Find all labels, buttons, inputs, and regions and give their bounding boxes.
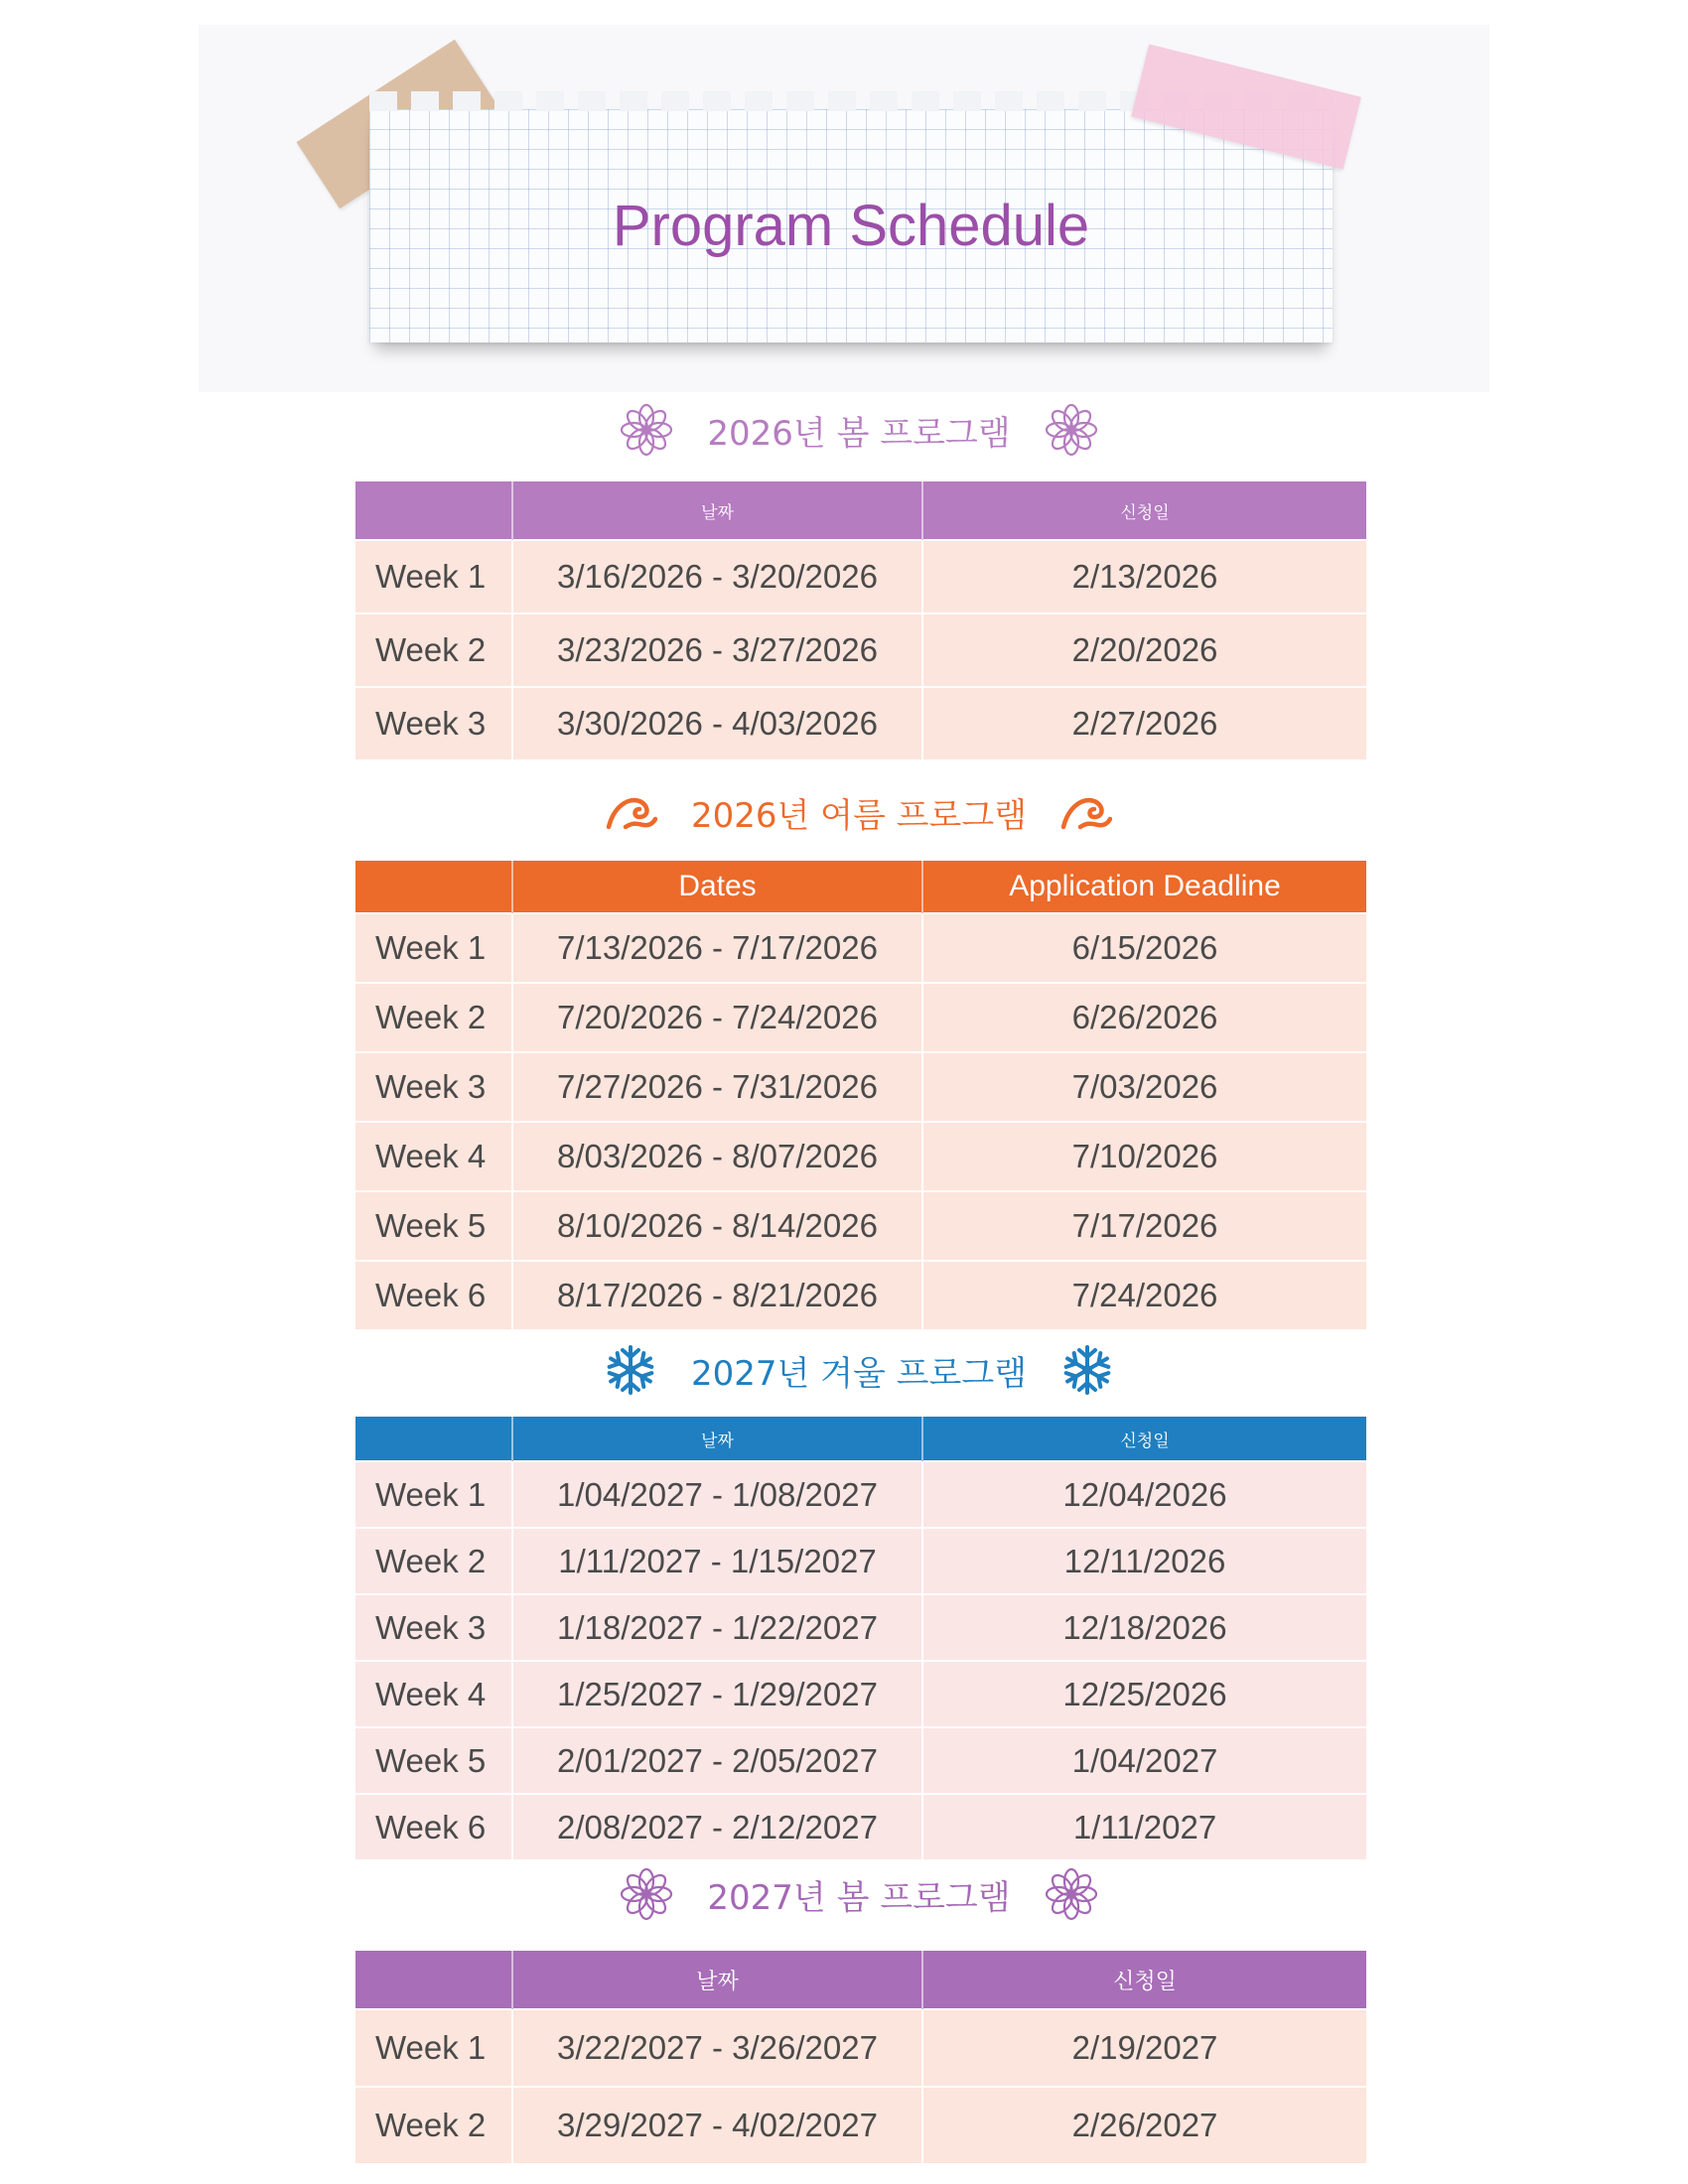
- week-cell: Week 3: [355, 1594, 512, 1661]
- table-row: [355, 687, 1366, 759]
- deadline-cell: 1/11/2027: [922, 1794, 1366, 1859]
- week-cell: Week 1: [355, 2009, 512, 2087]
- deadline-cell: 2/27/2026: [922, 687, 1366, 759]
- week-cell: Week 6: [355, 1794, 512, 1859]
- wave-icon: [1060, 793, 1112, 831]
- table-row: [355, 2087, 1366, 2163]
- section-title-spring-2026: [348, 402, 1370, 458]
- week-cell: Week 1: [355, 1461, 512, 1528]
- section-heading: 2027년 겨울 프로그램: [690, 1353, 1028, 1394]
- dates-cell: 3/23/2026 - 3/27/2026: [512, 614, 922, 687]
- table-row: [355, 913, 1366, 983]
- table-header-row: [355, 1417, 1366, 1461]
- week-cell: Week 2: [355, 983, 512, 1052]
- deadline-cell: 1/04/2027: [922, 1727, 1366, 1794]
- week-cell: Week 3: [355, 1052, 512, 1122]
- deadline-cell: 2/19/2027: [922, 2009, 1366, 2087]
- week-cell: Week 5: [355, 1727, 512, 1794]
- dates-cell: 3/29/2027 - 4/02/2027: [512, 2087, 922, 2163]
- table-row: [355, 1461, 1366, 1528]
- deadline-cell: 12/04/2026: [922, 1461, 1366, 1528]
- table-row: [355, 1191, 1366, 1261]
- week-cell: Week 5: [355, 1191, 512, 1261]
- snowflake-icon: [604, 1343, 657, 1397]
- dates-cell: 1/04/2027 - 1/08/2027: [512, 1461, 922, 1528]
- header-cell-dates: 날짜: [512, 1417, 922, 1461]
- deadline-cell: 2/26/2027: [922, 2087, 1366, 2163]
- section-heading: 2026년 봄 프로그램: [707, 413, 1011, 454]
- flower-icon: [620, 1867, 673, 1921]
- snowflake-icon: [1060, 1343, 1114, 1397]
- table-header-row: [355, 1951, 1366, 2009]
- week-cell: Week 4: [355, 1122, 512, 1191]
- header-cell-blank: [355, 861, 512, 913]
- wave-icon: [606, 793, 657, 831]
- header-cell-dates: Dates: [512, 861, 922, 913]
- flower-icon: [1045, 1867, 1098, 1921]
- table-row: [355, 1122, 1366, 1191]
- schedule-table-winter-2027: [355, 1417, 1366, 1859]
- dates-cell: 3/22/2027 - 3/26/2027: [512, 2009, 922, 2087]
- table-row: [355, 1528, 1366, 1594]
- table-row: [355, 2009, 1366, 2087]
- header-cell-deadline: Application Deadline: [922, 861, 1366, 913]
- section-title-summer-2026: [348, 784, 1370, 840]
- table-row: [355, 1594, 1366, 1661]
- section-heading: 2026년 여름 프로그램: [690, 795, 1028, 836]
- dates-cell: 1/18/2027 - 1/22/2027: [512, 1594, 922, 1661]
- table-row: [355, 540, 1366, 614]
- dates-cell: 7/27/2026 - 7/31/2026: [512, 1052, 922, 1122]
- deadline-cell: 2/20/2026: [922, 614, 1366, 687]
- section-title-spring-2027: [348, 1866, 1370, 1922]
- header-cell-blank: [355, 1951, 512, 2009]
- week-cell: Week 2: [355, 2087, 512, 2163]
- deadline-cell: 7/17/2026: [922, 1191, 1366, 1261]
- schedule-table-spring-2026: [355, 481, 1366, 759]
- dates-cell: 1/11/2027 - 1/15/2027: [512, 1528, 922, 1594]
- section-heading: 2027년 봄 프로그램: [707, 1877, 1011, 1918]
- deadline-cell: 12/18/2026: [922, 1594, 1366, 1661]
- week-cell: Week 4: [355, 1661, 512, 1727]
- week-cell: Week 2: [355, 614, 512, 687]
- dates-cell: 8/10/2026 - 8/14/2026: [512, 1191, 922, 1261]
- grid-paper-banner: [369, 109, 1333, 342]
- dates-cell: 8/03/2026 - 8/07/2026: [512, 1122, 922, 1191]
- header-cell-blank: [355, 481, 512, 540]
- header-cell-blank: [355, 1417, 512, 1461]
- week-cell: Week 6: [355, 1261, 512, 1329]
- page-title: Program Schedule: [612, 194, 1090, 258]
- header-cell-deadline: 신청일: [922, 1417, 1366, 1461]
- deadline-cell: 12/25/2026: [922, 1661, 1366, 1727]
- dates-cell: 8/17/2026 - 8/21/2026: [512, 1261, 922, 1329]
- deadline-cell: 7/03/2026: [922, 1052, 1366, 1122]
- header-cell-dates: 날짜: [512, 1951, 922, 2009]
- dates-cell: 1/25/2027 - 1/29/2027: [512, 1661, 922, 1727]
- section-title-winter-2027: [348, 1342, 1370, 1398]
- dates-cell: 2/08/2027 - 2/12/2027: [512, 1794, 922, 1859]
- table-header-row: [355, 861, 1366, 913]
- deadline-cell: 2/13/2026: [922, 540, 1366, 614]
- deadline-cell: 7/10/2026: [922, 1122, 1366, 1191]
- week-cell: Week 3: [355, 687, 512, 759]
- deadline-cell: 6/15/2026: [922, 913, 1366, 983]
- dates-cell: 3/30/2026 - 4/03/2026: [512, 687, 922, 759]
- table-header-row: [355, 481, 1366, 540]
- header-cell-deadline: 신청일: [922, 1951, 1366, 2009]
- deadline-cell: 7/24/2026: [922, 1261, 1366, 1329]
- header-cell-deadline: 신청일: [922, 481, 1366, 540]
- table-row: [355, 1052, 1366, 1122]
- week-cell: Week 1: [355, 540, 512, 614]
- dates-cell: 7/20/2026 - 7/24/2026: [512, 983, 922, 1052]
- table-row: [355, 1794, 1366, 1859]
- table-row: [355, 983, 1366, 1052]
- dates-cell: 7/13/2026 - 7/17/2026: [512, 913, 922, 983]
- table-row: [355, 1261, 1366, 1329]
- schedule-table-summer-2026: [355, 861, 1366, 1329]
- table-row: [355, 1661, 1366, 1727]
- flower-icon: [620, 403, 673, 457]
- schedule-table-spring-2027: [355, 1951, 1366, 2163]
- dates-cell: 2/01/2027 - 2/05/2027: [512, 1727, 922, 1794]
- deadline-cell: 6/26/2026: [922, 983, 1366, 1052]
- table-row: [355, 614, 1366, 687]
- table-row: [355, 1727, 1366, 1794]
- header-cell-dates: 날짜: [512, 481, 922, 540]
- week-cell: Week 2: [355, 1528, 512, 1594]
- week-cell: Week 1: [355, 913, 512, 983]
- deadline-cell: 12/11/2026: [922, 1528, 1366, 1594]
- flower-icon: [1045, 403, 1098, 457]
- dates-cell: 3/16/2026 - 3/20/2026: [512, 540, 922, 614]
